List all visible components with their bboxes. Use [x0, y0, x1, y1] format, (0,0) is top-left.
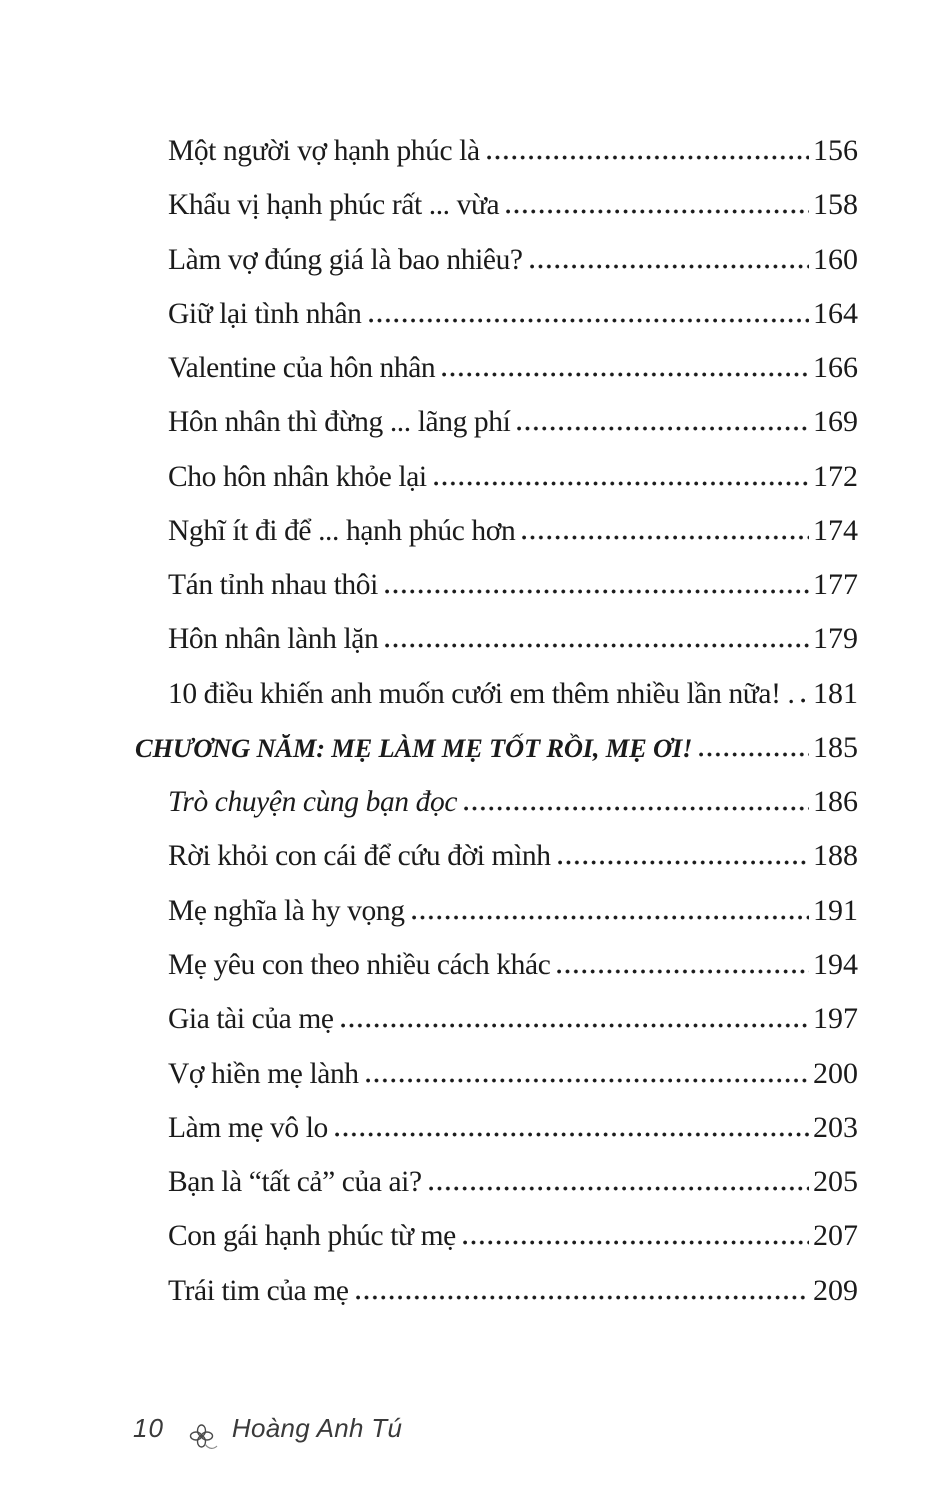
- toc-entry: [135, 1155, 858, 1209]
- dot-leader: [385, 589, 809, 594]
- toc-entry: [135, 829, 858, 883]
- toc-entry: [135, 721, 858, 775]
- toc-entry-title: Một người vợ hạnh phúc là: [168, 135, 480, 167]
- toc-entry: [135, 395, 858, 449]
- dot-leader: [412, 915, 809, 920]
- toc-entry: [135, 341, 858, 395]
- toc-entry: [135, 1209, 858, 1263]
- toc-entry: [135, 938, 858, 992]
- toc-entry-page: 181: [813, 676, 858, 710]
- toc-entry-page: 209: [813, 1273, 858, 1307]
- toc-entry: [135, 504, 858, 558]
- toc-entry-page: 188: [813, 839, 858, 873]
- toc-entry-page: 179: [813, 622, 858, 656]
- toc-entry: [135, 178, 858, 232]
- toc-entry: [135, 233, 858, 287]
- dot-leader: [517, 426, 809, 431]
- toc-entry-title: Tán tỉnh nhau thôi: [168, 569, 378, 602]
- toc-entry-title: 10 điều khiến anh muốn cưới em thêm nhiều lần nữa! .: [168, 677, 795, 710]
- toc-entry-page: 186: [813, 785, 858, 819]
- toc-entry-page: 164: [813, 296, 858, 330]
- toc-entry-title: Mẹ nghĩa là hy vọng: [168, 894, 405, 927]
- toc-entry-title: Rời khỏi con cái để cứu đời mình: [168, 840, 551, 873]
- toc-entry: [135, 667, 858, 721]
- dot-leader: [385, 643, 809, 648]
- toc-entry-page: 200: [813, 1056, 858, 1090]
- toc-entry: [135, 1264, 858, 1318]
- toc-entry-page: 158: [813, 188, 858, 222]
- dot-leader: [487, 155, 809, 160]
- dot-leader: [429, 1186, 809, 1191]
- dot-leader: [442, 372, 809, 377]
- toc-entry-title: Mẹ yêu con theo nhiều cách khác: [168, 948, 551, 981]
- dot-leader: [506, 209, 809, 214]
- toc-entry-page: 185: [813, 730, 858, 764]
- dot-leader: [463, 1240, 809, 1245]
- flower-icon: [186, 1422, 218, 1461]
- toc-entry: [135, 558, 858, 612]
- toc-entry-title: Cho hôn nhân khỏe lại: [168, 460, 427, 493]
- toc-entry: [135, 992, 858, 1046]
- footer-author: Hoàng Anh Tú: [231, 1413, 403, 1443]
- dot-leader: [464, 806, 809, 811]
- toc-entry-title: CHƯƠNG NĂM: MẸ LÀM MẸ TỐT RỒI, MẸ ƠI!: [135, 732, 693, 763]
- page-footer: [133, 1413, 402, 1457]
- dot-leader: [369, 318, 809, 323]
- toc-entry-page: 172: [813, 459, 858, 493]
- dot-leader: [558, 860, 809, 865]
- toc-entry-title: Làm mẹ vô lo: [168, 1111, 328, 1144]
- toc-entry-title: Trái tim của mẹ: [168, 1274, 349, 1307]
- dot-leader: [335, 1132, 809, 1137]
- toc-entry-title: Nghĩ ít đi để ... hạnh phúc hơn: [168, 514, 516, 547]
- toc-entry-title: Gia tài của mẹ: [168, 1003, 334, 1036]
- toc-entry-title: Giữ lại tình nhân: [168, 297, 362, 330]
- toc: [135, 124, 858, 1318]
- toc-entry-page: 194: [813, 947, 858, 981]
- toc-entry-title: Valentine của hôn nhân: [168, 352, 436, 385]
- toc-entry-title: Trò chuyện cùng bạn đọc: [168, 786, 458, 819]
- toc-entry: [135, 775, 858, 829]
- toc-entry-title: Hôn nhân lành lặn: [168, 623, 379, 656]
- toc-entry: [135, 450, 858, 504]
- dot-leader: [557, 969, 809, 974]
- toc-entry-page: 166: [813, 351, 858, 385]
- dot-leader: [341, 1023, 809, 1028]
- toc-entry: [135, 1047, 858, 1101]
- dot-leader: [699, 752, 809, 757]
- dot-leader: [434, 481, 809, 486]
- toc-entry: [135, 1101, 858, 1155]
- toc-entry-title: Khẩu vị hạnh phúc rất ... vừa: [168, 189, 500, 222]
- toc-entry-page: 177: [813, 568, 858, 602]
- toc-entry-title: Con gái hạnh phúc từ mẹ: [168, 1220, 456, 1253]
- toc-entry-page: 156: [813, 134, 858, 167]
- dot-leader: [801, 698, 809, 703]
- footer-page-number: 10: [133, 1413, 164, 1443]
- toc-entry-title: Vợ hiền mẹ lành: [168, 1057, 359, 1090]
- toc-entry-page: 191: [813, 893, 858, 927]
- toc-entry-page: 205: [813, 1165, 858, 1199]
- dot-leader: [522, 535, 809, 540]
- toc-entry-page: 207: [813, 1219, 858, 1253]
- toc-entry-page: 174: [813, 513, 858, 547]
- toc-entry-page: 169: [813, 405, 858, 439]
- toc-entry-title: Làm vợ đúng giá là bao nhiêu?: [168, 243, 523, 276]
- dot-leader: [356, 1295, 809, 1300]
- toc-entry: [135, 287, 858, 341]
- toc-entry: [135, 124, 858, 178]
- toc-entry-title: Bạn là “tất cả” của ai?: [168, 1166, 422, 1199]
- dot-leader: [530, 264, 809, 269]
- toc-entry-page: 197: [813, 1002, 858, 1036]
- toc-entry-page: 203: [813, 1110, 858, 1144]
- toc-entry: [135, 884, 858, 938]
- toc-entry-title: Hôn nhân thì đừng ... lãng phí: [168, 406, 511, 439]
- dot-leader: [366, 1078, 809, 1083]
- toc-entry-page: 160: [813, 242, 858, 276]
- toc-entry: [135, 612, 858, 666]
